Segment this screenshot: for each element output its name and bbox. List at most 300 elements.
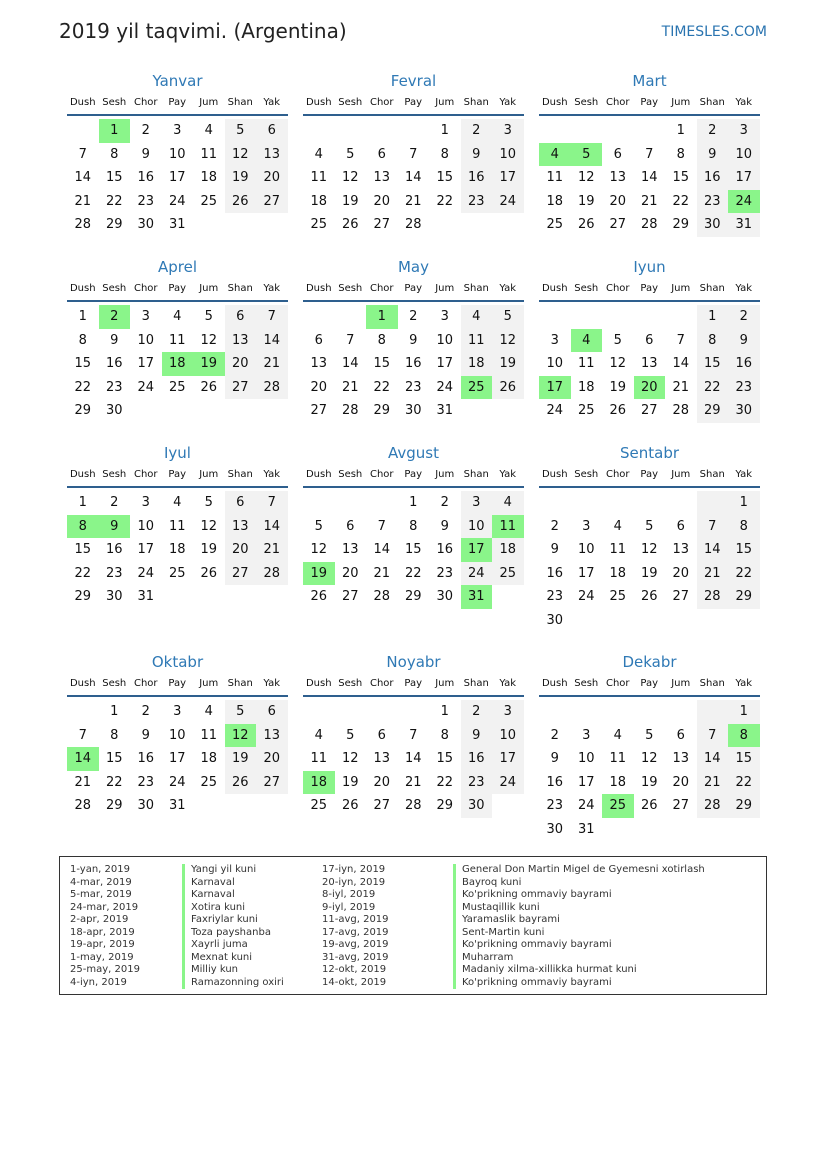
day-cell: 13 bbox=[672, 751, 690, 767]
day-cell: 7 bbox=[346, 332, 355, 348]
month-name: Oktabr bbox=[151, 653, 204, 671]
day-cell: 23 bbox=[404, 379, 422, 395]
day-cell: 17 bbox=[461, 538, 493, 562]
day-cell: 23 bbox=[461, 771, 493, 795]
weekday-label: Shan bbox=[699, 97, 725, 108]
day-cell: 17 bbox=[577, 565, 595, 581]
day-cell: 7 bbox=[377, 518, 386, 534]
weekday-header bbox=[67, 675, 288, 697]
holiday-name: Toza payshanba bbox=[182, 927, 284, 940]
day-cell: 20 bbox=[373, 774, 391, 790]
month-name: Iyul bbox=[164, 444, 191, 462]
day-cell: 22 bbox=[672, 193, 690, 209]
day-grid bbox=[539, 305, 760, 423]
day-cell: 18 bbox=[200, 170, 218, 186]
day-cell: 12 bbox=[310, 542, 328, 558]
weekday-label: Chor bbox=[133, 678, 158, 689]
holiday-col-left-dates bbox=[70, 864, 140, 989]
day-cell: 6 bbox=[256, 700, 288, 724]
weekday-label: Dush bbox=[305, 97, 332, 108]
weekday-label: Sesh bbox=[574, 469, 599, 480]
day-cell: 21 bbox=[74, 193, 92, 209]
day-cell: 1 bbox=[78, 495, 87, 510]
day-cell: 24 bbox=[577, 589, 595, 605]
day-cell: 8 bbox=[697, 329, 729, 353]
day-cell: 4 bbox=[539, 143, 571, 167]
day-cell: 13 bbox=[341, 542, 359, 558]
empty-cell bbox=[665, 818, 697, 842]
day-cell: 13 bbox=[672, 542, 690, 558]
day-cell: 27 bbox=[225, 562, 257, 586]
weekday-label: Yak bbox=[735, 469, 753, 480]
empty-cell bbox=[303, 491, 335, 515]
day-cell: 6 bbox=[645, 332, 654, 348]
day-cell: 8 bbox=[110, 727, 119, 743]
month-iyul bbox=[67, 442, 288, 609]
month-yanvar bbox=[67, 70, 288, 237]
page-title: 2019 yil taqvimi. (Argentina) bbox=[59, 19, 347, 43]
empty-cell bbox=[492, 213, 524, 237]
day-cell: 21 bbox=[640, 193, 658, 209]
day-cell: 2 bbox=[110, 495, 119, 510]
day-cell: 23 bbox=[436, 565, 454, 581]
weekday-label: Chor bbox=[369, 97, 394, 108]
weekday-label: Jum bbox=[671, 283, 691, 294]
day-cell: 15 bbox=[74, 542, 92, 558]
day-cell: 25 bbox=[492, 562, 524, 586]
weekday-label: Chor bbox=[133, 283, 158, 294]
weekday-label: Jum bbox=[199, 678, 219, 689]
day-cell: 7 bbox=[256, 305, 288, 329]
day-cell: 31 bbox=[436, 403, 454, 419]
day-cell: 30 bbox=[697, 213, 729, 237]
weekday-label: Dush bbox=[69, 678, 96, 689]
day-cell: 3 bbox=[440, 309, 449, 324]
day-cell: 25 bbox=[609, 589, 627, 605]
month-name: Iyun bbox=[633, 258, 666, 276]
month-avgust bbox=[303, 442, 524, 609]
day-cell: 22 bbox=[728, 562, 760, 586]
day-cell: 12 bbox=[200, 332, 218, 348]
day-cell: 12 bbox=[225, 724, 257, 748]
holiday-name: Ko'prikning ommaviy bayrami bbox=[453, 889, 705, 902]
day-cell: 21 bbox=[341, 379, 359, 395]
day-cell: 18 bbox=[461, 352, 493, 376]
day-cell: 21 bbox=[256, 352, 288, 376]
day-cell: 1 bbox=[110, 704, 119, 719]
weekday-label: Yak bbox=[499, 678, 517, 689]
day-cell: 13 bbox=[310, 356, 328, 372]
day-cell: 15 bbox=[728, 747, 760, 771]
weekday-label: Chor bbox=[605, 97, 630, 108]
day-cell: 12 bbox=[341, 170, 359, 186]
holiday-date: 4-mar, 2019 bbox=[70, 876, 132, 888]
day-cell: 19 bbox=[303, 562, 335, 586]
day-cell: 25 bbox=[200, 193, 218, 209]
day-cell: 20 bbox=[256, 166, 288, 190]
day-cell: 11 bbox=[310, 170, 328, 186]
day-cell: 22 bbox=[74, 379, 92, 395]
weekday-label: Dush bbox=[541, 97, 568, 108]
holiday-date: 9-iyl, 2019 bbox=[322, 901, 376, 913]
day-cell: 20 bbox=[310, 379, 328, 395]
weekday-label: Pay bbox=[168, 678, 187, 689]
day-cell: 11 bbox=[168, 518, 186, 534]
day-cell: 22 bbox=[697, 376, 729, 400]
day-cell: 17 bbox=[137, 542, 155, 558]
empty-cell bbox=[602, 305, 634, 329]
day-cell: 17 bbox=[168, 751, 186, 767]
month-noyabr bbox=[303, 651, 524, 818]
holiday-date: 4-iyn, 2019 bbox=[70, 976, 127, 988]
day-cell: 23 bbox=[728, 376, 760, 400]
day-cell: 3 bbox=[141, 309, 150, 324]
day-cell: 10 bbox=[728, 143, 760, 167]
day-cell: 11 bbox=[200, 727, 218, 743]
empty-cell bbox=[539, 491, 571, 515]
day-cell: 24 bbox=[168, 193, 186, 209]
day-cell: 3 bbox=[550, 332, 559, 348]
day-cell: 26 bbox=[577, 217, 595, 233]
holiday-name: Milliy kun bbox=[182, 964, 284, 977]
day-cell: 12 bbox=[640, 751, 658, 767]
day-cell: 20 bbox=[373, 193, 391, 209]
day-cell: 20 bbox=[225, 538, 257, 562]
weekday-label: Sesh bbox=[338, 469, 363, 480]
empty-cell bbox=[303, 700, 335, 724]
day-cell: 14 bbox=[697, 747, 729, 771]
day-cell: 7 bbox=[256, 491, 288, 515]
day-grid bbox=[67, 119, 288, 237]
empty-cell bbox=[366, 119, 398, 143]
day-cell: 7 bbox=[78, 727, 87, 743]
site-link[interactable]: TIMESLES.COM bbox=[661, 24, 767, 40]
day-cell: 4 bbox=[571, 329, 603, 353]
day-cell: 14 bbox=[373, 542, 391, 558]
weekday-label: Pay bbox=[168, 283, 187, 294]
month-oktabr bbox=[67, 651, 288, 818]
day-cell: 11 bbox=[546, 170, 564, 186]
day-cell: 18 bbox=[310, 193, 328, 209]
day-cell: 28 bbox=[672, 403, 690, 419]
day-cell: 16 bbox=[105, 356, 123, 372]
day-cell: 23 bbox=[546, 798, 564, 814]
day-cell: 12 bbox=[341, 751, 359, 767]
day-cell: 23 bbox=[137, 193, 155, 209]
day-cell: 5 bbox=[204, 495, 213, 510]
day-cell: 14 bbox=[404, 170, 422, 186]
weekday-label: Yak bbox=[735, 283, 753, 294]
weekday-label: Dush bbox=[69, 469, 96, 480]
weekday-label: Pay bbox=[404, 469, 423, 480]
holiday-date: 5-mar, 2019 bbox=[70, 889, 132, 900]
day-cell: 9 bbox=[99, 515, 131, 539]
day-cell: 15 bbox=[436, 751, 454, 767]
holiday-name: Mexnat kuni bbox=[182, 952, 284, 965]
day-cell: 1 bbox=[78, 309, 87, 324]
day-cell: 11 bbox=[492, 515, 524, 539]
day-cell: 15 bbox=[105, 751, 123, 767]
weekday-label: Jum bbox=[671, 469, 691, 480]
day-cell: 2 bbox=[461, 700, 493, 724]
day-cell: 26 bbox=[609, 403, 627, 419]
empty-cell bbox=[634, 491, 666, 515]
day-cell: 6 bbox=[225, 305, 257, 329]
day-cell: 18 bbox=[200, 751, 218, 767]
day-cell: 17 bbox=[436, 356, 454, 372]
day-cell: 29 bbox=[697, 399, 729, 423]
day-cell: 27 bbox=[256, 771, 288, 795]
day-cell: 31 bbox=[461, 585, 493, 609]
day-cell: 25 bbox=[546, 217, 564, 233]
day-cell: 15 bbox=[436, 170, 454, 186]
day-cell: 30 bbox=[137, 798, 155, 814]
day-cell: 19 bbox=[341, 193, 359, 209]
day-grid bbox=[539, 700, 760, 842]
weekday-header bbox=[539, 675, 760, 697]
empty-cell bbox=[571, 491, 603, 515]
day-cell: 29 bbox=[105, 217, 123, 233]
empty-cell bbox=[225, 213, 257, 237]
weekday-label: Shan bbox=[463, 678, 489, 689]
day-cell: 5 bbox=[314, 518, 323, 534]
weekday-label: Sesh bbox=[102, 283, 127, 294]
holiday-date: 18-apr, 2019 bbox=[70, 926, 135, 938]
empty-cell bbox=[665, 491, 697, 515]
weekday-label: Sesh bbox=[338, 283, 363, 294]
month-sentabr bbox=[539, 442, 760, 633]
holiday-date: 17-iyn, 2019 bbox=[322, 864, 386, 875]
day-cell: 10 bbox=[168, 146, 186, 162]
weekday-label: Yak bbox=[499, 283, 517, 294]
day-cell: 25 bbox=[168, 379, 186, 395]
weekday-header bbox=[303, 466, 524, 488]
empty-cell bbox=[634, 119, 666, 143]
day-cell: 28 bbox=[74, 217, 92, 233]
holiday-col-right-names bbox=[453, 864, 705, 989]
weekday-label: Shan bbox=[699, 469, 725, 480]
weekday-label: Dush bbox=[541, 469, 568, 480]
holiday-date: 31-avg, 2019 bbox=[322, 951, 389, 963]
weekday-label: Yak bbox=[263, 469, 281, 480]
day-cell: 6 bbox=[377, 146, 386, 162]
day-cell: 22 bbox=[436, 193, 454, 209]
empty-cell bbox=[492, 399, 524, 423]
weekday-label: Shan bbox=[227, 469, 253, 480]
day-cell: 23 bbox=[461, 190, 493, 214]
weekday-label: Yak bbox=[499, 469, 517, 480]
day-cell: 24 bbox=[728, 190, 760, 214]
empty-cell bbox=[303, 119, 335, 143]
day-cell: 14 bbox=[256, 329, 288, 353]
weekday-label: Jum bbox=[199, 97, 219, 108]
month-may bbox=[303, 256, 524, 423]
day-cell: 25 bbox=[200, 774, 218, 790]
month-fevral bbox=[303, 70, 524, 237]
day-cell: 5 bbox=[613, 332, 622, 348]
day-cell: 8 bbox=[728, 515, 760, 539]
day-cell: 21 bbox=[697, 562, 729, 586]
day-cell: 14 bbox=[404, 751, 422, 767]
weekday-label: Shan bbox=[699, 678, 725, 689]
day-cell: 31 bbox=[577, 821, 595, 837]
empty-cell bbox=[398, 700, 430, 724]
empty-cell bbox=[67, 119, 99, 143]
day-cell: 8 bbox=[110, 146, 119, 162]
weekday-label: Shan bbox=[227, 97, 253, 108]
day-grid bbox=[67, 700, 288, 818]
day-cell: 6 bbox=[314, 332, 323, 348]
weekday-label: Sesh bbox=[574, 678, 599, 689]
day-cell: 29 bbox=[74, 589, 92, 605]
day-cell: 2 bbox=[141, 123, 150, 138]
weekday-label: Dush bbox=[69, 283, 96, 294]
empty-cell bbox=[225, 794, 257, 818]
empty-cell bbox=[571, 609, 603, 633]
day-cell: 24 bbox=[461, 562, 493, 586]
weekday-label: Shan bbox=[227, 678, 253, 689]
holiday-name: Sent-Martin kuni bbox=[453, 927, 705, 940]
day-cell: 14 bbox=[697, 538, 729, 562]
day-cell: 16 bbox=[546, 565, 564, 581]
holiday-name: Yaramaslik bayrami bbox=[453, 914, 705, 927]
day-cell: 28 bbox=[697, 794, 729, 818]
empty-cell bbox=[225, 585, 257, 609]
day-cell: 3 bbox=[461, 491, 493, 515]
weekday-label: Chor bbox=[605, 283, 630, 294]
weekday-label: Yak bbox=[263, 97, 281, 108]
day-cell: 9 bbox=[550, 751, 559, 767]
weekday-header bbox=[539, 94, 760, 116]
weekday-label: Yak bbox=[499, 97, 517, 108]
day-cell: 22 bbox=[728, 771, 760, 795]
holiday-name: Madaniy xilma-xillikka hurmat kuni bbox=[453, 964, 705, 977]
day-cell: 20 bbox=[225, 352, 257, 376]
day-cell: 7 bbox=[676, 332, 685, 348]
weekday-label: Dush bbox=[305, 283, 332, 294]
day-cell: 3 bbox=[492, 700, 524, 724]
day-cell: 8 bbox=[67, 515, 99, 539]
day-cell: 13 bbox=[225, 515, 257, 539]
empty-cell bbox=[602, 609, 634, 633]
empty-cell bbox=[665, 609, 697, 633]
day-cell: 15 bbox=[373, 356, 391, 372]
weekday-label: Chor bbox=[369, 283, 394, 294]
day-cell: 19 bbox=[341, 774, 359, 790]
day-cell: 8 bbox=[676, 146, 685, 162]
day-cell: 18 bbox=[303, 771, 335, 795]
weekday-label: Pay bbox=[168, 97, 187, 108]
weekday-label: Jum bbox=[435, 97, 455, 108]
day-cell: 16 bbox=[404, 356, 422, 372]
day-cell: 3 bbox=[728, 119, 760, 143]
day-cell: 4 bbox=[173, 309, 182, 324]
day-cell: 4 bbox=[461, 305, 493, 329]
day-cell: 2 bbox=[409, 309, 418, 324]
weekday-label: Shan bbox=[227, 283, 253, 294]
empty-cell bbox=[728, 818, 760, 842]
day-cell: 5 bbox=[645, 518, 654, 534]
day-cell: 17 bbox=[492, 747, 524, 771]
day-cell: 2 bbox=[728, 305, 760, 329]
day-cell: 29 bbox=[728, 585, 760, 609]
day-cell: 10 bbox=[492, 143, 524, 167]
holiday-date: 11-avg, 2019 bbox=[322, 914, 389, 925]
day-cell: 23 bbox=[697, 190, 729, 214]
day-cell: 22 bbox=[436, 774, 454, 790]
day-cell: 20 bbox=[341, 565, 359, 581]
day-cell: 8 bbox=[440, 727, 449, 743]
day-cell: 28 bbox=[697, 585, 729, 609]
day-cell: 28 bbox=[256, 562, 288, 586]
day-cell: 16 bbox=[436, 542, 454, 558]
day-cell: 5 bbox=[346, 146, 355, 162]
empty-cell bbox=[366, 700, 398, 724]
weekday-label: Jum bbox=[435, 469, 455, 480]
day-cell: 1 bbox=[440, 704, 449, 719]
day-cell: 31 bbox=[168, 217, 186, 233]
day-cell: 26 bbox=[341, 798, 359, 814]
weekday-label: Shan bbox=[463, 469, 489, 480]
day-cell: 2 bbox=[440, 495, 449, 510]
day-cell: 10 bbox=[492, 724, 524, 748]
weekday-label: Pay bbox=[640, 97, 659, 108]
day-grid bbox=[303, 305, 524, 423]
day-cell: 16 bbox=[137, 751, 155, 767]
day-cell: 4 bbox=[204, 123, 213, 138]
day-cell: 29 bbox=[105, 798, 123, 814]
weekday-label: Dush bbox=[305, 469, 332, 480]
day-cell: 30 bbox=[461, 794, 493, 818]
weekday-label: Yak bbox=[735, 97, 753, 108]
holiday-col-right-dates bbox=[322, 864, 389, 989]
day-cell: 16 bbox=[728, 352, 760, 376]
day-cell: 21 bbox=[404, 193, 422, 209]
empty-cell bbox=[634, 700, 666, 724]
day-cell: 6 bbox=[256, 119, 288, 143]
day-grid bbox=[303, 700, 524, 818]
empty-cell bbox=[162, 399, 194, 423]
day-cell: 23 bbox=[546, 589, 564, 605]
day-cell: 21 bbox=[404, 774, 422, 790]
holiday-name: Yangi yil kuni bbox=[182, 864, 284, 877]
empty-cell bbox=[634, 305, 666, 329]
day-cell: 26 bbox=[310, 589, 328, 605]
month-aprel bbox=[67, 256, 288, 423]
day-cell: 10 bbox=[546, 356, 564, 372]
empty-cell bbox=[697, 491, 729, 515]
day-cell: 9 bbox=[697, 143, 729, 167]
weekday-label: Sesh bbox=[338, 97, 363, 108]
empty-cell bbox=[571, 700, 603, 724]
empty-cell bbox=[256, 585, 288, 609]
day-cell: 14 bbox=[341, 356, 359, 372]
day-cell: 19 bbox=[200, 542, 218, 558]
day-cell: 28 bbox=[404, 217, 422, 233]
weekday-label: Jum bbox=[199, 469, 219, 480]
day-cell: 2 bbox=[141, 704, 150, 719]
day-cell: 9 bbox=[728, 329, 760, 353]
day-cell: 20 bbox=[672, 565, 690, 581]
day-cell: 3 bbox=[173, 123, 182, 138]
weekday-label: Pay bbox=[404, 97, 423, 108]
day-cell: 24 bbox=[168, 774, 186, 790]
day-cell: 27 bbox=[672, 589, 690, 605]
weekday-label: Chor bbox=[369, 469, 394, 480]
empty-cell bbox=[602, 491, 634, 515]
empty-cell bbox=[162, 585, 194, 609]
holiday-name: Faxriylar kuni bbox=[182, 914, 284, 927]
